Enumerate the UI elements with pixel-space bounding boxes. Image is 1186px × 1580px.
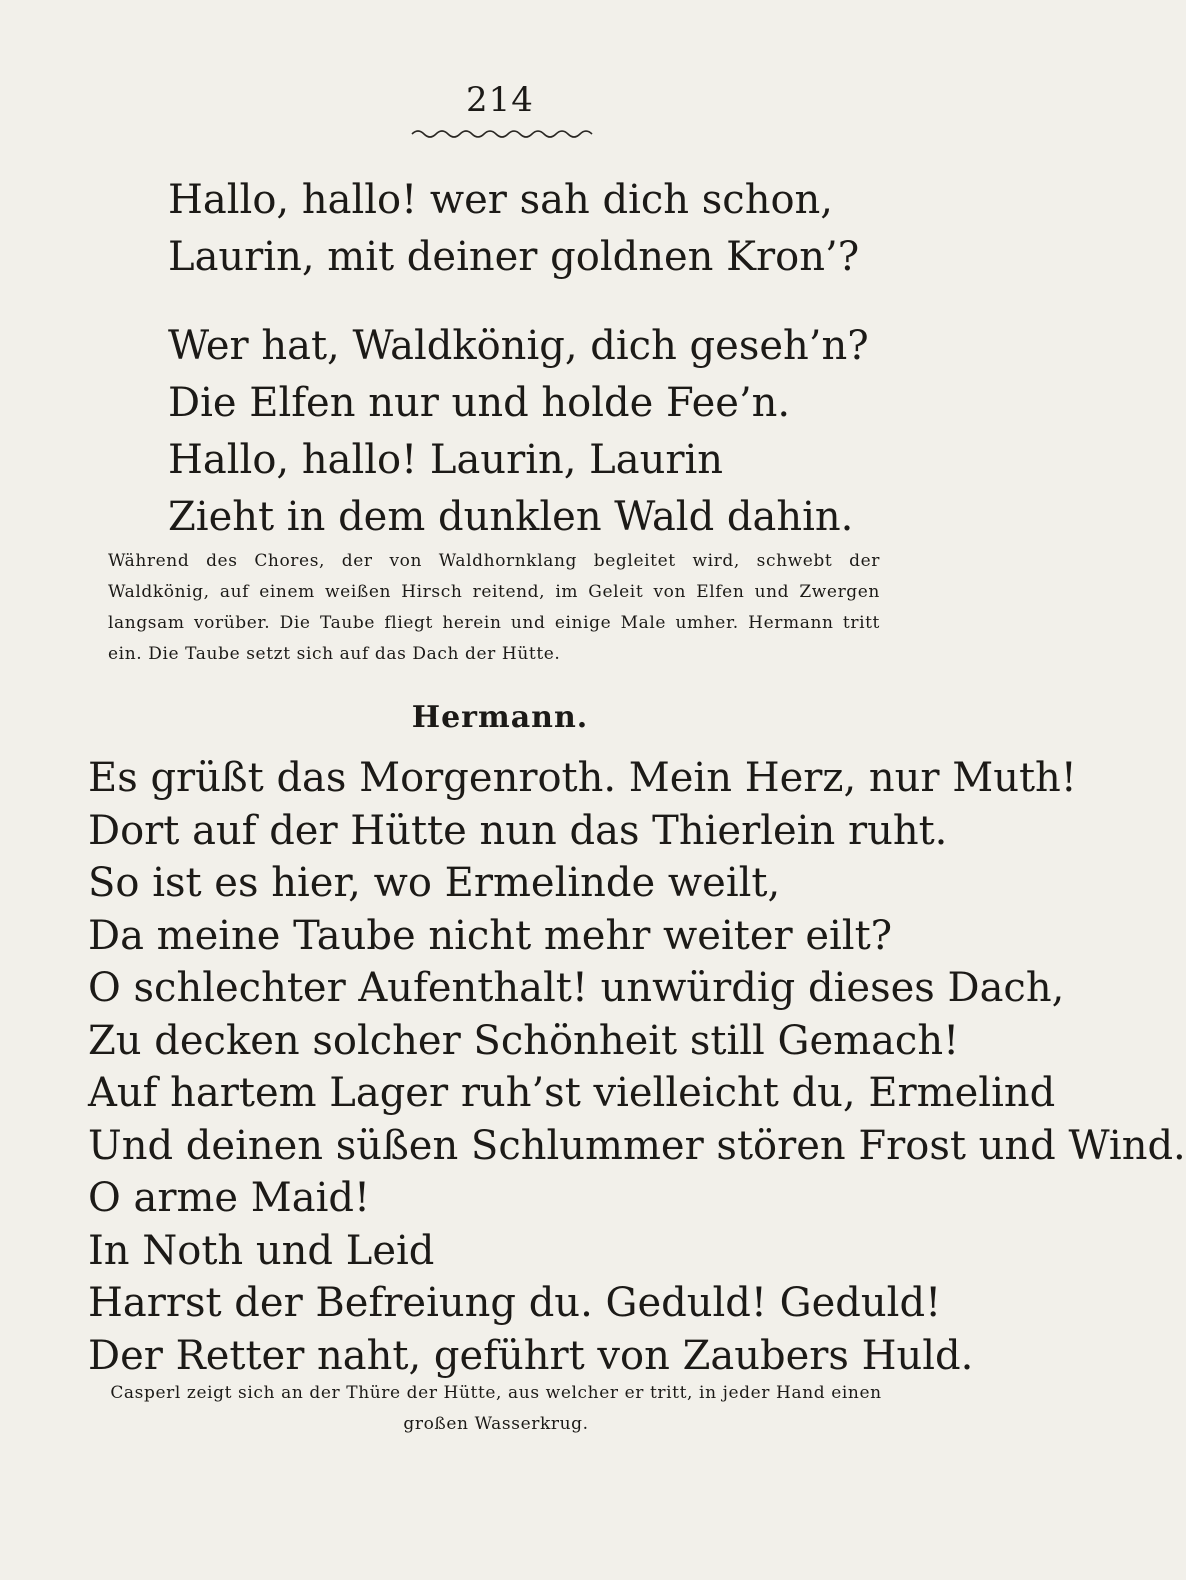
speech-line: Und deinen süßen Schlummer stören Frost und Wind. bbox=[88, 1122, 1186, 1169]
page-number: 214 bbox=[466, 80, 534, 120]
speech-line: Auf hartem Lager ruh’st vielleicht du, Ermelind bbox=[88, 1070, 1056, 1116]
verse-line: Zieht in dem dunklen Wald dahin. bbox=[168, 494, 854, 540]
speech-line: Zu decken solcher Schönheit still Gemach! bbox=[88, 1017, 960, 1064]
verse-stanza-1 bbox=[168, 172, 859, 286]
speech-line: Da meine Taube nicht mehr weiter eilt? bbox=[88, 912, 893, 959]
speech-line: O schlechter Aufenthalt! unwürdig dieses Dach, bbox=[88, 965, 1065, 1011]
verse-line: Wer hat, Waldkönig, dich geseh’n? bbox=[168, 323, 869, 369]
verse-line: Die Elfen nur und holde Fee’n. bbox=[168, 380, 791, 426]
verse-line: Laurin, mit deiner goldnen Kron’? bbox=[168, 234, 860, 280]
speaker-name: Hermann. bbox=[411, 700, 589, 735]
verse-line: Hallo, hallo! wer sah dich schon, bbox=[168, 177, 834, 223]
speech-line: Es grüßt das Morgenroth. Mein Herz, nur Muth! bbox=[88, 755, 1077, 801]
stage-direction: Während des Chores, der von Waldhornklang begleitet wird, schwebt der Waldkönig, auf einem weißen Hirsch reitend, im Geleit von Elfen und Zwergen langsam vorüber. Die Taube fliegt herein und einige Male umher. Hermann tritt ein. Die Taube setzt sich auf das Dach der Hütte. bbox=[108, 551, 880, 664]
speech-line: In Noth und Leid bbox=[88, 1227, 435, 1274]
speech-block bbox=[88, 752, 1186, 1382]
verse-stanza-2 bbox=[168, 318, 869, 546]
stage-direction-closing: Casperl zeigt sich an der Thüre der Hütte, aus welcher er tritt, in jeder Hand einen großen Wasserkrug. bbox=[110, 1383, 882, 1434]
speech-line: Harrst der Befreiung du. Geduld! Geduld! bbox=[88, 1280, 942, 1326]
verse-line: Hallo, hallo! Laurin, Laurin bbox=[168, 437, 724, 483]
wavy-rule-ornament bbox=[410, 126, 600, 140]
speech-line: O arme Maid! bbox=[88, 1175, 371, 1221]
speech-line: Dort auf der Hütte nun das Thierlein ruht. bbox=[88, 807, 948, 854]
speech-line: Der Retter naht, geführt von Zaubers Huld. bbox=[88, 1332, 974, 1379]
speech-line: So ist es hier, wo Ermelinde weilt, bbox=[88, 860, 781, 906]
